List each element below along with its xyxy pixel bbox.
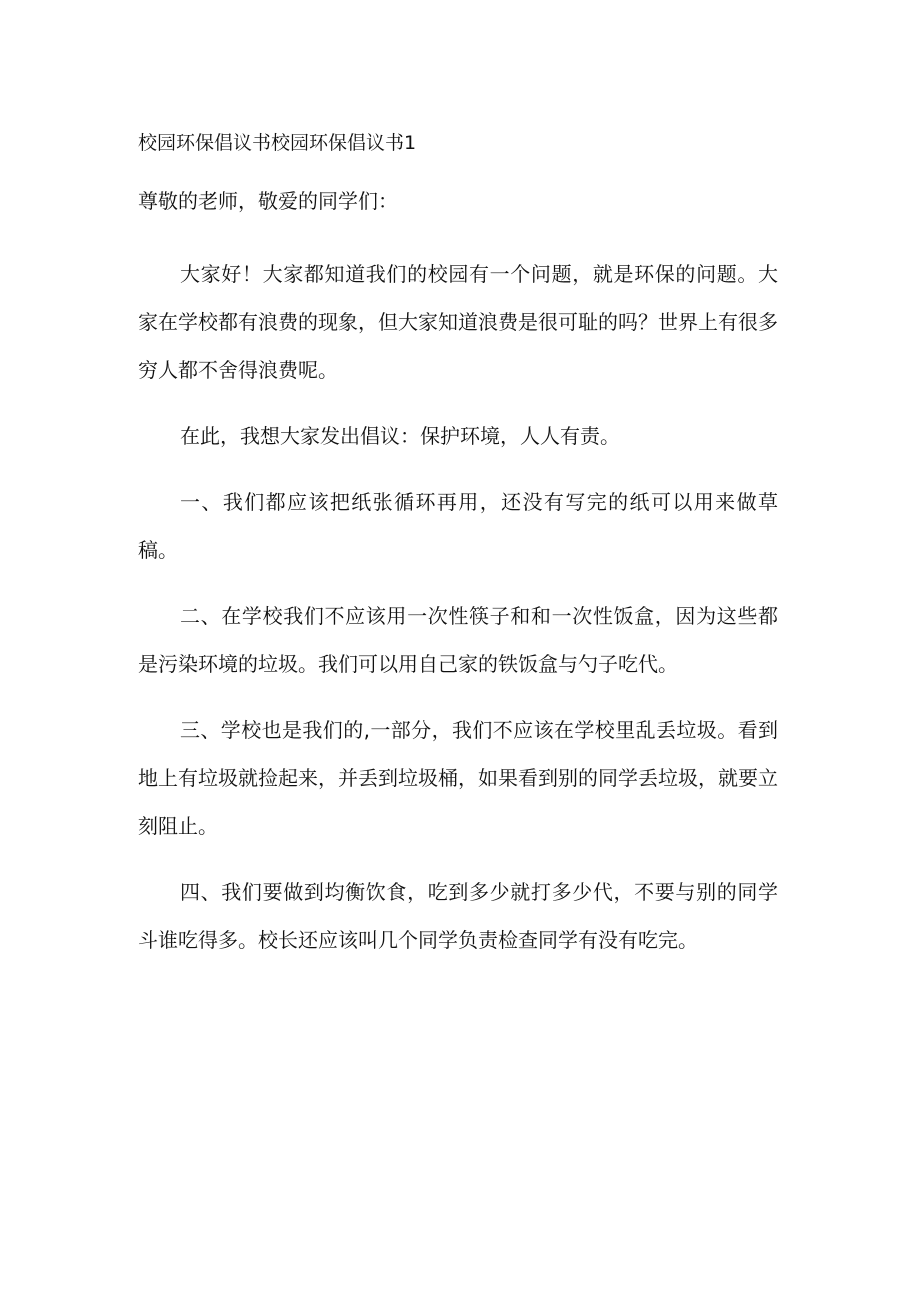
document-title: 校园环保倡议书校园环保倡议书1 (138, 132, 417, 154)
paragraph-item-4: 四、我们要做到均衡饮食，吃到多少就打多少代，不要与别的同学斗谁吃得多。校长还应该叫几个同学负责检查同学有没有吃完。 (138, 880, 778, 952)
paragraph-greeting: 大家好！大家都知道我们的校园有一个问题，就是环保的问题。大家在学校都有浪费的现象，但大家知道浪费是很可耻的吗？世界上有很多穷人都不舍得浪费呢。 (138, 262, 778, 382)
salutation: 尊敬的老师，敬爱的同学们： (138, 189, 398, 213)
paragraph-item-3: 三、学校也是我们的,一部分，我们不应该在学校里乱丢垃圾。看到地上有垃圾就捡起来，并丢到垃圾桶，如果看到别的同学丢垃圾，就要立刻阻止。 (138, 718, 778, 838)
paragraph-proposal: 在此，我想大家发出倡议：保护环境，人人有责。 (180, 424, 620, 448)
document-body (138, 128, 778, 982)
paragraph-item-2: 二、在学校我们不应该用一次性筷子和和一次性饭盒，因为这些都是污染环境的垃圾。我们可以用自己家的铁饭盒与勺子吃代。 (138, 604, 778, 676)
paragraph-item-1: 一、我们都应该把纸张循环再用，还没有写完的纸可以用来做草稿。 (138, 490, 778, 562)
